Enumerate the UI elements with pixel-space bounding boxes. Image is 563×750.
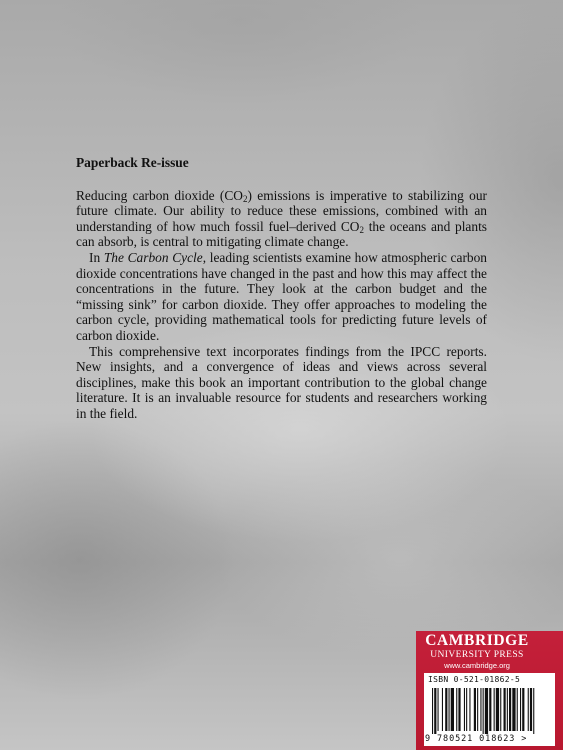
publisher-url: www.cambridge.org xyxy=(444,661,510,670)
publisher-name: CAMBRIDGE xyxy=(425,632,529,649)
publisher-subtitle: UNIVERSITY PRESS xyxy=(430,650,524,660)
publisher-block xyxy=(416,631,563,750)
blurb-heading: Paperback Re-issue xyxy=(76,155,189,170)
blurb-paragraph-1: Reducing carbon dioxide $(CO_2)$ emissions is imperative to stabilizing our future climate. Our ability to reduce these emissions, combined with an understanding of how much fossil fuel–derived $CO_2$ the oceans and plants can absorb, is central to mitigating climate change. xyxy=(76,187,487,250)
book-title: The Carbon Cycle xyxy=(103,249,203,265)
barcode-panel xyxy=(424,673,555,746)
back-cover-blurb xyxy=(76,155,487,422)
barcode-digits: 9 780521 018623 > xyxy=(425,734,528,744)
blurb-paragraph-3: This comprehensive text incorporates findings from the IPCC reports. New insights, and a convergence of ideas and views across several disciplines, make this book an important contribution to the global change literature. It is an invaluable resource for students and researchers working in the field. xyxy=(76,343,487,421)
isbn-label: ISBN 0-521-01862-5 xyxy=(428,675,521,684)
barcode-icon xyxy=(432,688,550,734)
blurb-paragraph-2: In The Carbon Cycle, leading scientists examine how atmospheric carbon dioxide concentrations have changed in the past and how this may affect the concentrations in the future. They look at the carbon budget and the “missing sink” for carbon dioxide. They offer approaches to modeling the carbon cycle, providing mathematical tools for predicting future levels of carbon dioxide. xyxy=(76,249,487,343)
